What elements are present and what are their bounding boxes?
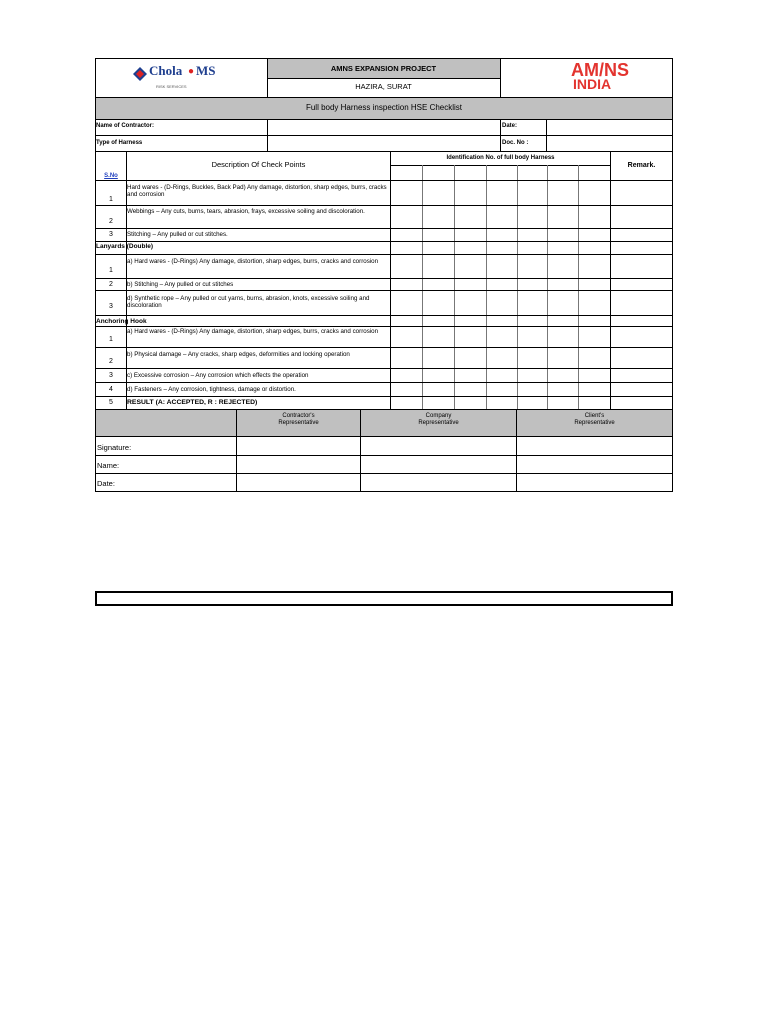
- check-point: Stitching – Any pulled or cut stitches.: [127, 231, 228, 238]
- date-field[interactable]: [547, 120, 672, 135]
- signoff-client-header: [517, 409, 672, 436]
- contractor-field[interactable]: [268, 120, 500, 135]
- ident-header: Identification No. of full body Harness: [446, 155, 555, 161]
- remark-header: Remark.: [627, 162, 656, 169]
- row-number: 3: [109, 303, 113, 310]
- type-label: Type of Harness: [96, 140, 143, 146]
- logo-right: [501, 59, 672, 96]
- type-field[interactable]: [268, 136, 500, 151]
- contractor-label: Name of Contractor:: [96, 123, 155, 129]
- result-row-label: RESULT (A: ACCEPTED, R : REJECTED): [127, 399, 258, 406]
- name-label: Name:: [97, 461, 120, 470]
- sno-header: S.No: [104, 173, 118, 179]
- section-lanyards: Lanyards (Double): [96, 243, 154, 250]
- row-number: 2: [109, 218, 113, 225]
- row-number: 1: [109, 267, 113, 274]
- row-number: 1: [109, 336, 113, 343]
- check-point: d) Fasteners – Any corrosion, tightness, damage or distortion.: [127, 386, 296, 393]
- signoff-client-line2: Representative: [574, 420, 615, 426]
- check-point: a) Hard wares - (D-Rings) Any damage, distortion, sharp edges, burrs, cracks and corrosion: [127, 258, 379, 265]
- date-signoff-label: Date:: [97, 479, 115, 488]
- signoff-company-line2: Representative: [418, 420, 459, 426]
- footer-box: [95, 591, 673, 606]
- signature-label: Signature:: [97, 443, 132, 452]
- signoff-contractor-line1: Contractor's: [282, 413, 315, 419]
- logo-left: [96, 59, 267, 96]
- row-number: 2: [109, 281, 113, 288]
- row-number: 3: [109, 372, 113, 379]
- check-point: a) Hard wares - (D-Rings) Any damage, distortion, sharp edges, burrs, cracks and corrosion: [127, 328, 379, 335]
- check-point: c) Excessive corrosion – Any corrosion which effects the operation: [127, 372, 309, 379]
- date-label: Date:: [502, 123, 518, 129]
- signoff-company-header: [361, 409, 516, 436]
- logo-right-line2: INDIA: [573, 76, 612, 92]
- row-number: 1: [109, 196, 113, 203]
- signoff-company-line1: Company: [425, 413, 452, 419]
- signoff-blank-header: [96, 409, 236, 436]
- project-name: AMNS EXPANSION PROJECT: [267, 59, 500, 78]
- logo-left-mark2: MS: [196, 63, 216, 78]
- description-header: Description Of Check Points: [211, 160, 306, 169]
- check-point: b) Physical damage – Any cracks, sharp edges, deformities and locking operation: [127, 351, 350, 358]
- row-number: 5: [109, 399, 113, 406]
- signoff-contractor-header: [237, 409, 360, 436]
- check-point: b) Stitching – Any pulled or cut stitches: [127, 281, 234, 288]
- section-anchoring: Anchoring Hook: [96, 318, 147, 325]
- logo-left-mark: Chola: [149, 63, 183, 78]
- checklist-title: Full body Harness inspection HSE Checklist: [96, 97, 672, 119]
- row-number: 2: [109, 358, 113, 365]
- doc-label: Doc. No :: [502, 140, 529, 146]
- project-location: HAZIRA, SURAT: [355, 82, 412, 91]
- check-point: Webbings – Any cuts, burns, tears, abrasion, frays, excessive soiling and discoloration.: [127, 208, 365, 215]
- logo-left-sub: RISK SERVICES: [156, 84, 187, 89]
- logo-right-line1: AM/NS: [571, 60, 629, 80]
- row-number: 3: [109, 231, 113, 238]
- check-point: d) Synthetic rope – Any pulled or cut yarns, burns, abrasion, knots, excessive soiling and discoloration: [127, 295, 370, 310]
- signoff-contractor-line2: Representative: [278, 420, 319, 426]
- logo-left-amp-icon: ●: [188, 66, 195, 77]
- chola-logo-icon: [132, 66, 148, 82]
- check-point: Hard wares - (D-Rings, Buckles, Back Pad) Any damage, distortion, sharp edges, burrs, cracks and corrosion: [127, 184, 387, 199]
- signoff-client-line1: Client's: [584, 413, 605, 419]
- row-number: 4: [109, 386, 113, 393]
- doc-field[interactable]: [547, 136, 672, 151]
